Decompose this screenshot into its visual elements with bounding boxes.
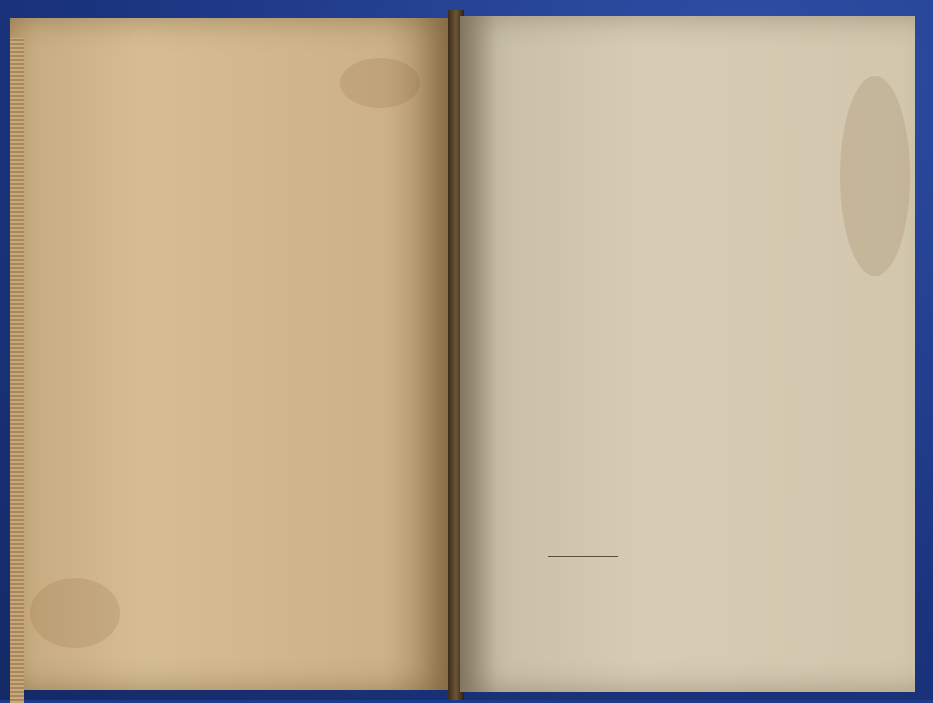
footnote-rule	[548, 556, 618, 557]
right-page	[460, 16, 915, 692]
age-stain	[30, 578, 120, 648]
left-page	[10, 18, 450, 690]
age-stain	[840, 76, 910, 276]
age-stain	[340, 58, 420, 108]
page-edges	[10, 38, 24, 703]
